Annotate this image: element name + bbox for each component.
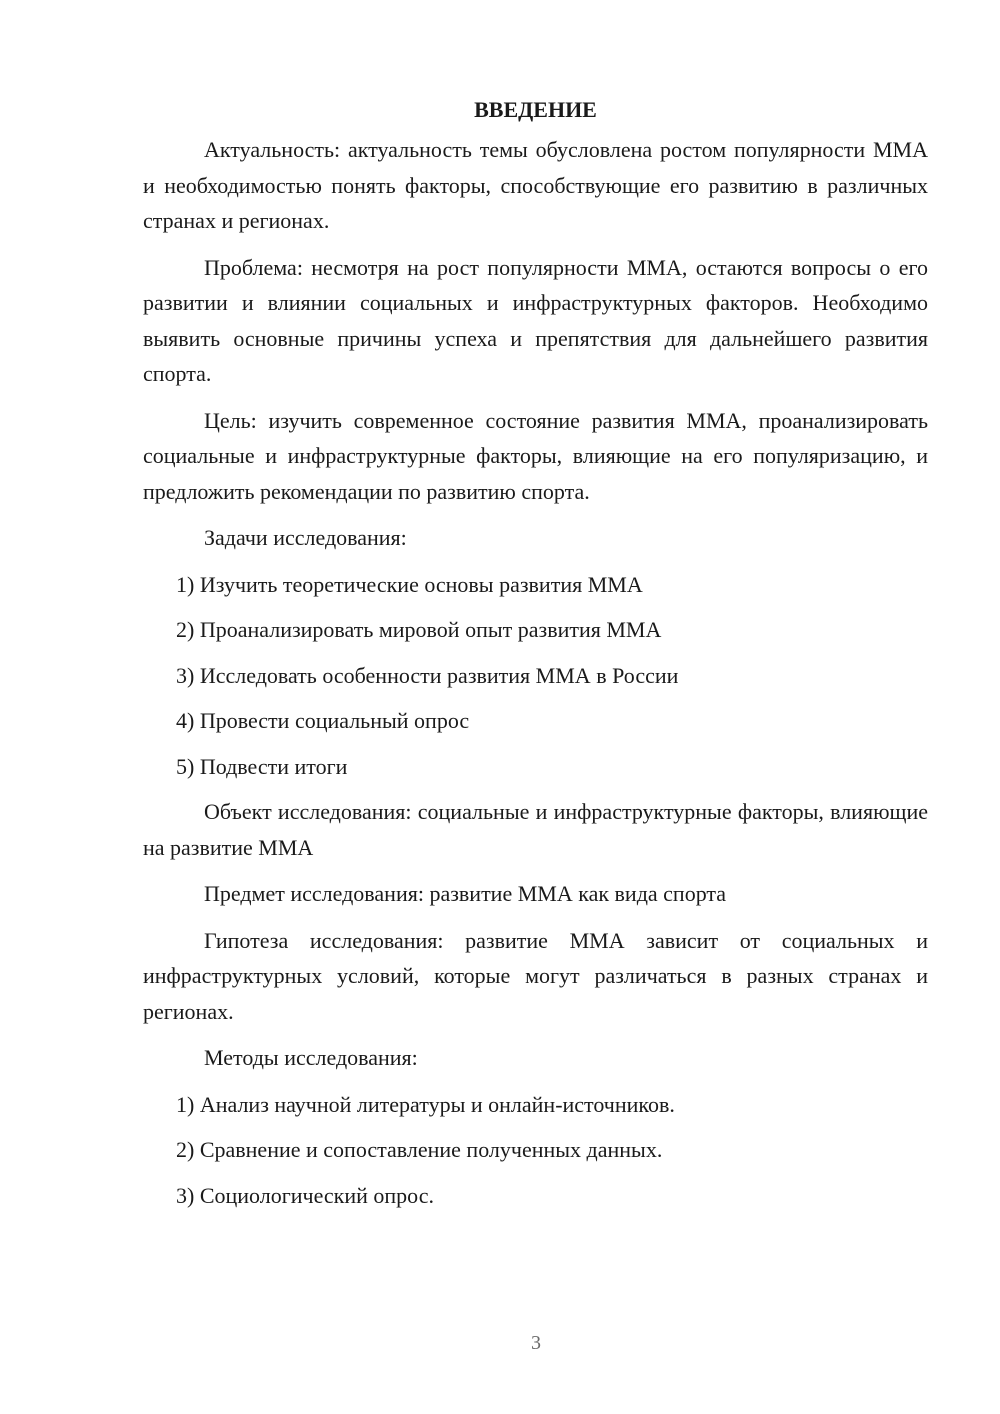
relevance-paragraph: Актуальность: актуальность темы обусловлена ростом популярности ММА и необходимостью понять факторы, способствующие его развитию в различных странах и регионах. — [143, 137, 928, 233]
problem-paragraph: Проблема: несмотря на рост популярности ММА, остаются вопросы о его развитии и влиянии социальных и инфраструктурных факторов. Необходимо выявить основные причины успеха и препятствия для дальнейшего развития спорта. — [143, 254, 928, 386]
page-title: ВВЕДЕНИЕ — [474, 97, 597, 122]
document-page — [143, 92, 928, 1223]
list-item: 3) Социологический опрос. — [176, 1182, 434, 1208]
list-item: 3) Исследовать особенности развития ММА в России — [176, 662, 679, 688]
list-item: 1) Анализ научной литературы и онлайн-источников. — [176, 1091, 675, 1117]
methods-heading: Методы исследования: — [204, 1045, 418, 1070]
list-item: 2) Проанализировать мировой опыт развития ММА — [176, 617, 662, 642]
methods-list — [143, 1087, 928, 1214]
goal-paragraph: Цель: изучить современное состояние развития ММА, проанализировать социальные и инфраструктурные факторы, влияющие на его популяризацию, и предложить рекомендации по развитию спорта. — [143, 407, 928, 504]
object-paragraph: Объект исследования: социальные и инфраструктурные факторы, влияющие на развитие ММА — [143, 799, 928, 860]
tasks-list — [143, 567, 928, 785]
hypothesis-paragraph: Гипотеза исследования: развитие ММА зависит от социальных и инфраструктурных условий, которые могут различаться в разных странах и регионах. — [143, 927, 928, 1024]
list-item: 2) Сравнение и сопоставление полученных данных. — [176, 1137, 663, 1162]
page-number: 3 — [531, 1332, 541, 1354]
subject-paragraph: Предмет исследования: развитие ММА как вида спорта — [204, 881, 727, 906]
list-item: 1) Изучить теоретические основы развития ММА — [176, 571, 643, 597]
list-item: 5) Подвести итоги — [176, 753, 348, 779]
list-item: 4) Провести социальный опрос — [176, 708, 470, 733]
tasks-heading: Задачи исследования: — [204, 525, 407, 550]
